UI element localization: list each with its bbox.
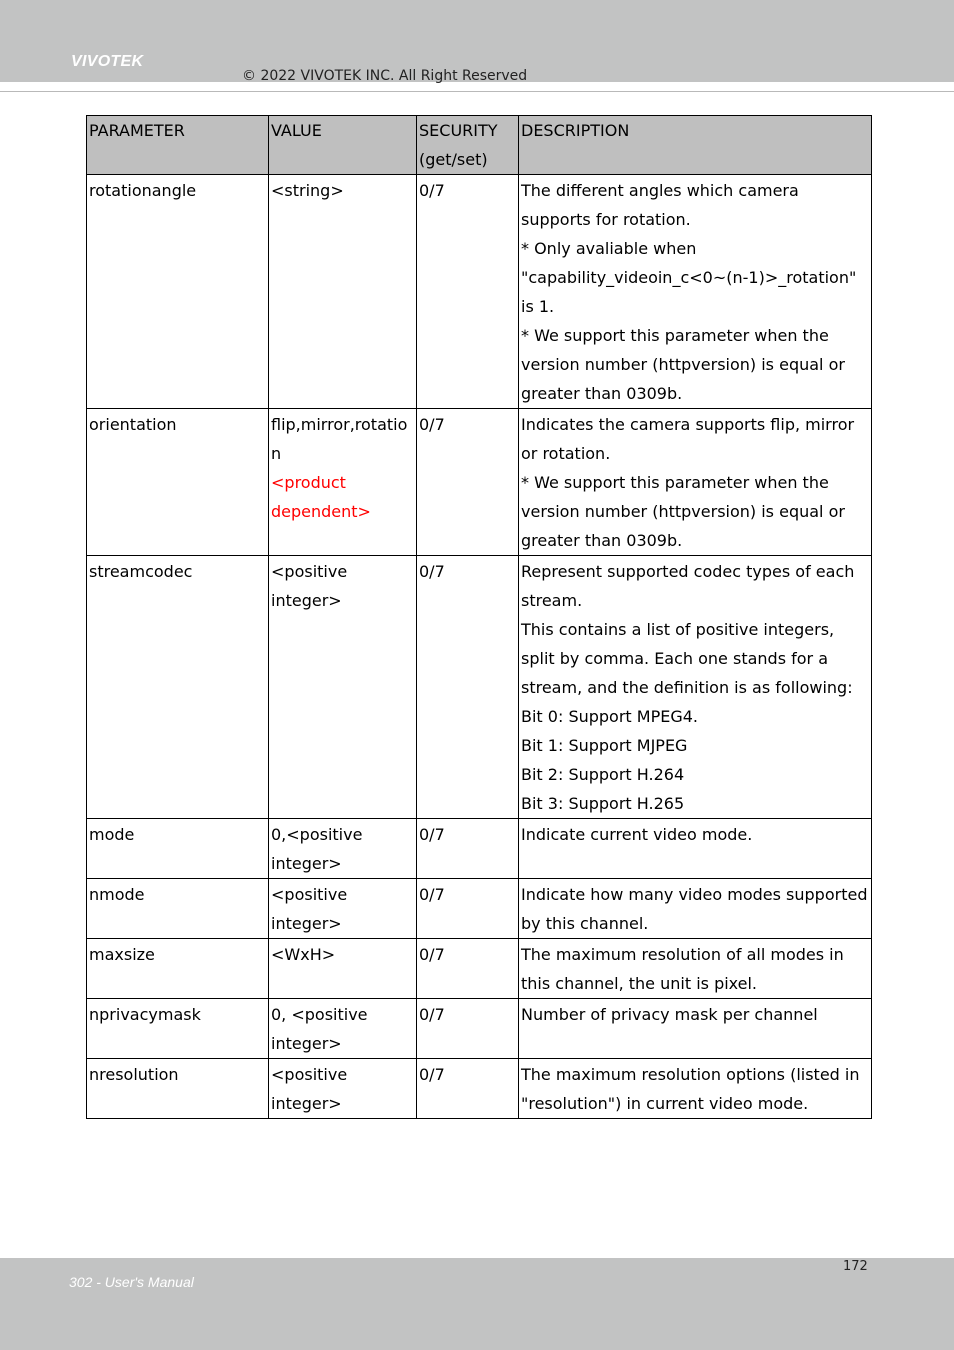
value-text: 0, <positive integer> [271,1005,368,1053]
description-line: * We support this parameter when the version number (httpversion) is equal or greater than 0309b. [521,326,845,403]
cell-description [519,819,872,879]
table-row [87,999,872,1059]
table-row [87,939,872,999]
cell-parameter: maxsize [87,939,269,999]
value-text: flip,mirror,rotation [271,415,408,463]
value-text: <positive integer> [271,885,348,933]
description-line: Represent supported codec types of each stream. [521,562,855,610]
cell-description [519,939,872,999]
cell-security: 0/7 [417,819,519,879]
table-row [87,175,872,409]
description-line: Bit 3: Support H.265 [521,794,685,813]
cell-value [269,999,417,1059]
description-line: This contains a list of positive integers, split by comma. Each one stands for a stream, and the definition is as following: [521,620,853,697]
table-row [87,879,872,939]
description-line: * We support this parameter when the version number (httpversion) is equal or greater than 0309b. [521,473,845,550]
cell-parameter: nprivacymask [87,999,269,1059]
description-line: Bit 1: Support MJPEG [521,736,688,755]
cell-parameter: nresolution [87,1059,269,1119]
parameter-table [86,115,872,1119]
description-line: Bit 0: Support MPEG4. [521,707,698,726]
page-number: 172 [843,1259,868,1274]
cell-parameter: rotationangle [87,175,269,409]
table-body [87,175,872,1119]
value-text: <positive integer> [271,562,348,610]
cell-security: 0/7 [417,409,519,556]
value-text: <positive integer> [271,1065,348,1113]
column-header-parameter: PARAMETER [87,116,269,175]
column-header-description: DESCRIPTION [519,116,872,175]
cell-value [269,939,417,999]
cell-security: 0/7 [417,1059,519,1119]
description-line: * Only avaliable when "capability_videoin_c<0~(n-1)>_rotation" is 1. [521,239,857,316]
description-line: The maximum resolution options (listed in "resolution") in current video mode. [521,1065,860,1113]
header-divider [0,91,954,92]
cell-security: 0/7 [417,879,519,939]
cell-description [519,409,872,556]
copyright-text: © 2022 VIVOTEK INC. All Right Reserved [242,68,528,84]
cell-value [269,409,417,556]
value-text: 0,<positive integer> [271,825,363,873]
table-row [87,409,872,556]
description-line: Indicates the camera supports flip, mirror or rotation. [521,415,855,463]
cell-value [269,556,417,819]
cell-description [519,556,872,819]
value-note: <product dependent> [271,473,371,521]
value-text: <string> [271,181,344,200]
cell-security: 0/7 [417,556,519,819]
cell-parameter: mode [87,819,269,879]
description-line: The maximum resolution of all modes in this channel, the unit is pixel. [521,945,844,993]
cell-description [519,999,872,1059]
column-header-value: VALUE [269,116,417,175]
cell-value [269,819,417,879]
column-header-security: SECURITY (get/set) [417,116,519,175]
cell-value [269,879,417,939]
cell-value [269,175,417,409]
table-row [87,556,872,819]
brand-logo: VIVOTEK [71,53,144,70]
table-header-row [87,116,872,175]
cell-security: 0/7 [417,999,519,1059]
description-line: Number of privacy mask per channel [521,1005,818,1024]
cell-parameter: streamcodec [87,556,269,819]
description-line: Indicate how many video modes supported by this channel. [521,885,868,933]
cell-value [269,1059,417,1119]
table-row [87,1059,872,1119]
footer-band [0,1258,954,1350]
description-line: Bit 2: Support H.264 [521,765,685,784]
description-line: Indicate current video mode. [521,825,753,844]
cell-parameter: nmode [87,879,269,939]
cell-parameter: orientation [87,409,269,556]
cell-description [519,175,872,409]
cell-security: 0/7 [417,939,519,999]
cell-description [519,879,872,939]
manual-label: 302 - User's Manual [69,1274,194,1290]
table-row [87,819,872,879]
cell-security: 0/7 [417,175,519,409]
description-line: The different angles which camera supports for rotation. [521,181,799,229]
value-text: <WxH> [271,945,336,964]
cell-description [519,1059,872,1119]
